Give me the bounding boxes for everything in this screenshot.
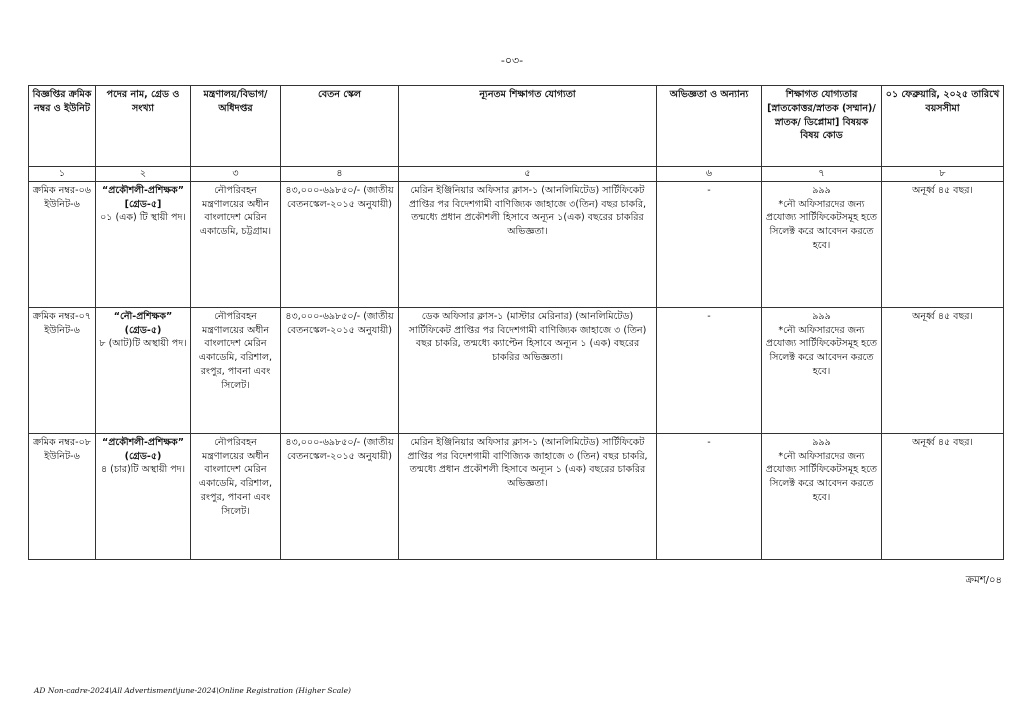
- subject-code-cell: [762, 433, 882, 559]
- subject-code: ৯৯৯: [812, 184, 831, 196]
- pay-scale-cell: ৪৩,০০০-৬৯৮৫০/- (জাতীয় বেতনস্কেল-২০১৫ অনুযায়ী): [281, 307, 399, 433]
- column-number: ৪: [281, 167, 399, 182]
- header-post: পদের নাম, গ্রেড ও সংখ্যা: [96, 86, 191, 167]
- post-count: ৮ (আট)টি অস্থায়ী পদ।: [99, 338, 187, 350]
- post-title: “প্রকৌশলী-প্রশিক্ষক”: [102, 436, 184, 448]
- header-qualification: ন্যূনতম শিক্ষাগত যোগ্যতা: [399, 86, 657, 167]
- column-number: ২: [96, 167, 191, 182]
- table-row: [29, 181, 1004, 307]
- pay-scale-cell: ৪৩,০০০-৬৯৮৫০/- (জাতীয় বেতনস্কেল-২০১৫ অনুযায়ী): [281, 433, 399, 559]
- post-title: “নৌ-প্রশিক্ষক”: [113, 310, 173, 322]
- pay-scale-cell: ৪৩,০০০-৬৯৮৫০/- (জাতীয় বেতনস্কেল-২০১৫ অনুযায়ী): [281, 181, 399, 307]
- age-limit-cell: অনূর্ধ্ব ৪৫ বছর।: [882, 181, 1004, 307]
- subject-code: ৯৯৯: [812, 310, 831, 322]
- continued-marker: ক্রমশ/০৪: [965, 575, 1002, 586]
- column-number: ৩: [191, 167, 281, 182]
- post-count: ৪ (চার)টি অস্থায়ী পদ।: [100, 464, 186, 476]
- ministry-cell: নৌপরিবহন মন্ত্রণালয়ের অধীন বাংলাদেশ মেরিন একাডেমি, চট্টগ্রাম।: [191, 181, 281, 307]
- qualification-cell: মেরিন ইঞ্জিনিয়ার অফিসার ক্লাস-১ (আনলিমিটেড) সার্টিফিকেট প্রাপ্তির পর বিদেশগামী বাণিজ্যিক জাহাজে ৩(তিন) বছর চাকরি, তন্মধ্যে প্রধান প্রকৌশলী হিসাবে অন্যূন ১(এক) বছরের চাকরির অভিজ্ঞতা।: [399, 181, 657, 307]
- qualification-cell: মেরিন ইঞ্জিনিয়ার অফিসার ক্লাস-১ (আনলিমিটেড) সার্টিফিকেট প্রাপ্তির পর বিদেশগামী বাণিজ্যিক জাহাজে ৩ (তিন) বছর চাকরি, তন্মধ্যে প্রধান প্রকৌশলী হিসাবে অন্যূন ১ (এক) বছরের চাকরির অভিজ্ঞতা।: [399, 433, 657, 559]
- column-number: ৫: [399, 167, 657, 182]
- experience-cell: -: [657, 181, 762, 307]
- page-number: -০৩-: [500, 54, 524, 67]
- subject-code: ৯৯৯: [812, 436, 831, 448]
- post-grade: (গ্রেড-৫): [124, 450, 162, 462]
- column-number: ৮: [882, 167, 1004, 182]
- header-experience: অভিজ্ঞতা ও অন্যান্য: [657, 86, 762, 167]
- subject-code-cell: [762, 307, 882, 433]
- header-ministry: মন্ত্রণালয়/বিভাগ/ অধিদপ্তর: [191, 86, 281, 167]
- footer-path: AD Non-cadre-2024\All Advertisment\june-2024\Online Registration (Higher Scale): [34, 686, 351, 695]
- post-grade: [গ্রেড-৫]: [124, 198, 162, 210]
- column-number: ১: [29, 167, 96, 182]
- header-age-limit: ০১ ফেব্রুয়ারি, ২০২৫ তারিখে বয়সসীমা: [882, 86, 1004, 167]
- job-table: [28, 85, 1004, 560]
- post-title: “প্রকৌশলী-প্রশিক্ষক”: [102, 184, 184, 196]
- header-subject-code: শিক্ষাগত যোগ্যতার [স্নাতকোত্তর/স্নাতক (সম্মান)/স্নাতক/ ডিপ্লোমা] বিষয়ক বিষয় কোড: [762, 86, 882, 167]
- qualification-cell: ডেক অফিসার ক্লাস-১ (মাস্টার মেরিনার) (আনলিমিটেড) সার্টিফিকেট প্রাপ্তির পর বিদেশগামী বাণিজ্যিক জাহাজে ৩ (তিন) বছর চাকরি, তন্মধ্যে ক্যাপ্টেন হিসাবে অন্যূন ১ (এক) বছরের চাকরির অভিজ্ঞতা।: [399, 307, 657, 433]
- header-row: [29, 86, 1004, 167]
- serial-cell: ক্রমিক নম্বর-০৬ ইউনিট-৬: [29, 181, 96, 307]
- post-cell: [96, 433, 191, 559]
- post-cell: [96, 307, 191, 433]
- post-cell: [96, 181, 191, 307]
- header-pay-scale: বেতন স্কেল: [281, 86, 399, 167]
- column-number-row: [29, 167, 1004, 182]
- ministry-cell: নৌপরিবহন মন্ত্রণালয়ের অধীন বাংলাদেশ মেরিন একাডেমি, বরিশাল, রংপুর, পাবনা এবং সিলেট।: [191, 433, 281, 559]
- column-number: ৬: [657, 167, 762, 182]
- header-serial: বিজ্ঞপ্তির ক্রমিক নম্বর ও ইউনিট: [29, 86, 96, 167]
- subject-code-cell: [762, 181, 882, 307]
- experience-cell: -: [657, 307, 762, 433]
- serial-cell: ক্রমিক নম্বর-০৭ ইউনিট-৬: [29, 307, 96, 433]
- age-limit-cell: অনূর্ধ্ব ৪৫ বছর।: [882, 433, 1004, 559]
- subject-note: *নৌ অফিসারদের জন্য প্রযোজ্য সার্টিফিকেটসমূহ হতে সিলেক্ট করে আবেদন করতে হবে।: [765, 324, 878, 377]
- post-grade: (গ্রেড-৫): [124, 324, 162, 336]
- table-row: [29, 307, 1004, 433]
- serial-cell: ক্রমিক নম্বর-০৮ ইউনিট-৬: [29, 433, 96, 559]
- post-count: ০১ (এক) টি স্থায়ী পদ।: [100, 212, 186, 224]
- age-limit-cell: অনূর্ধ্ব ৪৫ বছর।: [882, 307, 1004, 433]
- subject-note: *নৌ অফিসারদের জন্য প্রযোজ্য সার্টিফিকেটসমূহ হতে সিলেক্ট করে আবেদন করতে হবে।: [765, 198, 878, 251]
- experience-cell: -: [657, 433, 762, 559]
- ministry-cell: নৌপরিবহন মন্ত্রণালয়ের অধীন বাংলাদেশ মেরিন একাডেমি, বরিশাল, রংপুর, পাবনা এবং সিলেট।: [191, 307, 281, 433]
- column-number: ৭: [762, 167, 882, 182]
- table-row: [29, 433, 1004, 559]
- subject-note: *নৌ অফিসারদের জন্য প্রযোজ্য সার্টিফিকেটসমূহ হতে সিলেক্ট করে আবেদন করতে হবে।: [765, 450, 878, 503]
